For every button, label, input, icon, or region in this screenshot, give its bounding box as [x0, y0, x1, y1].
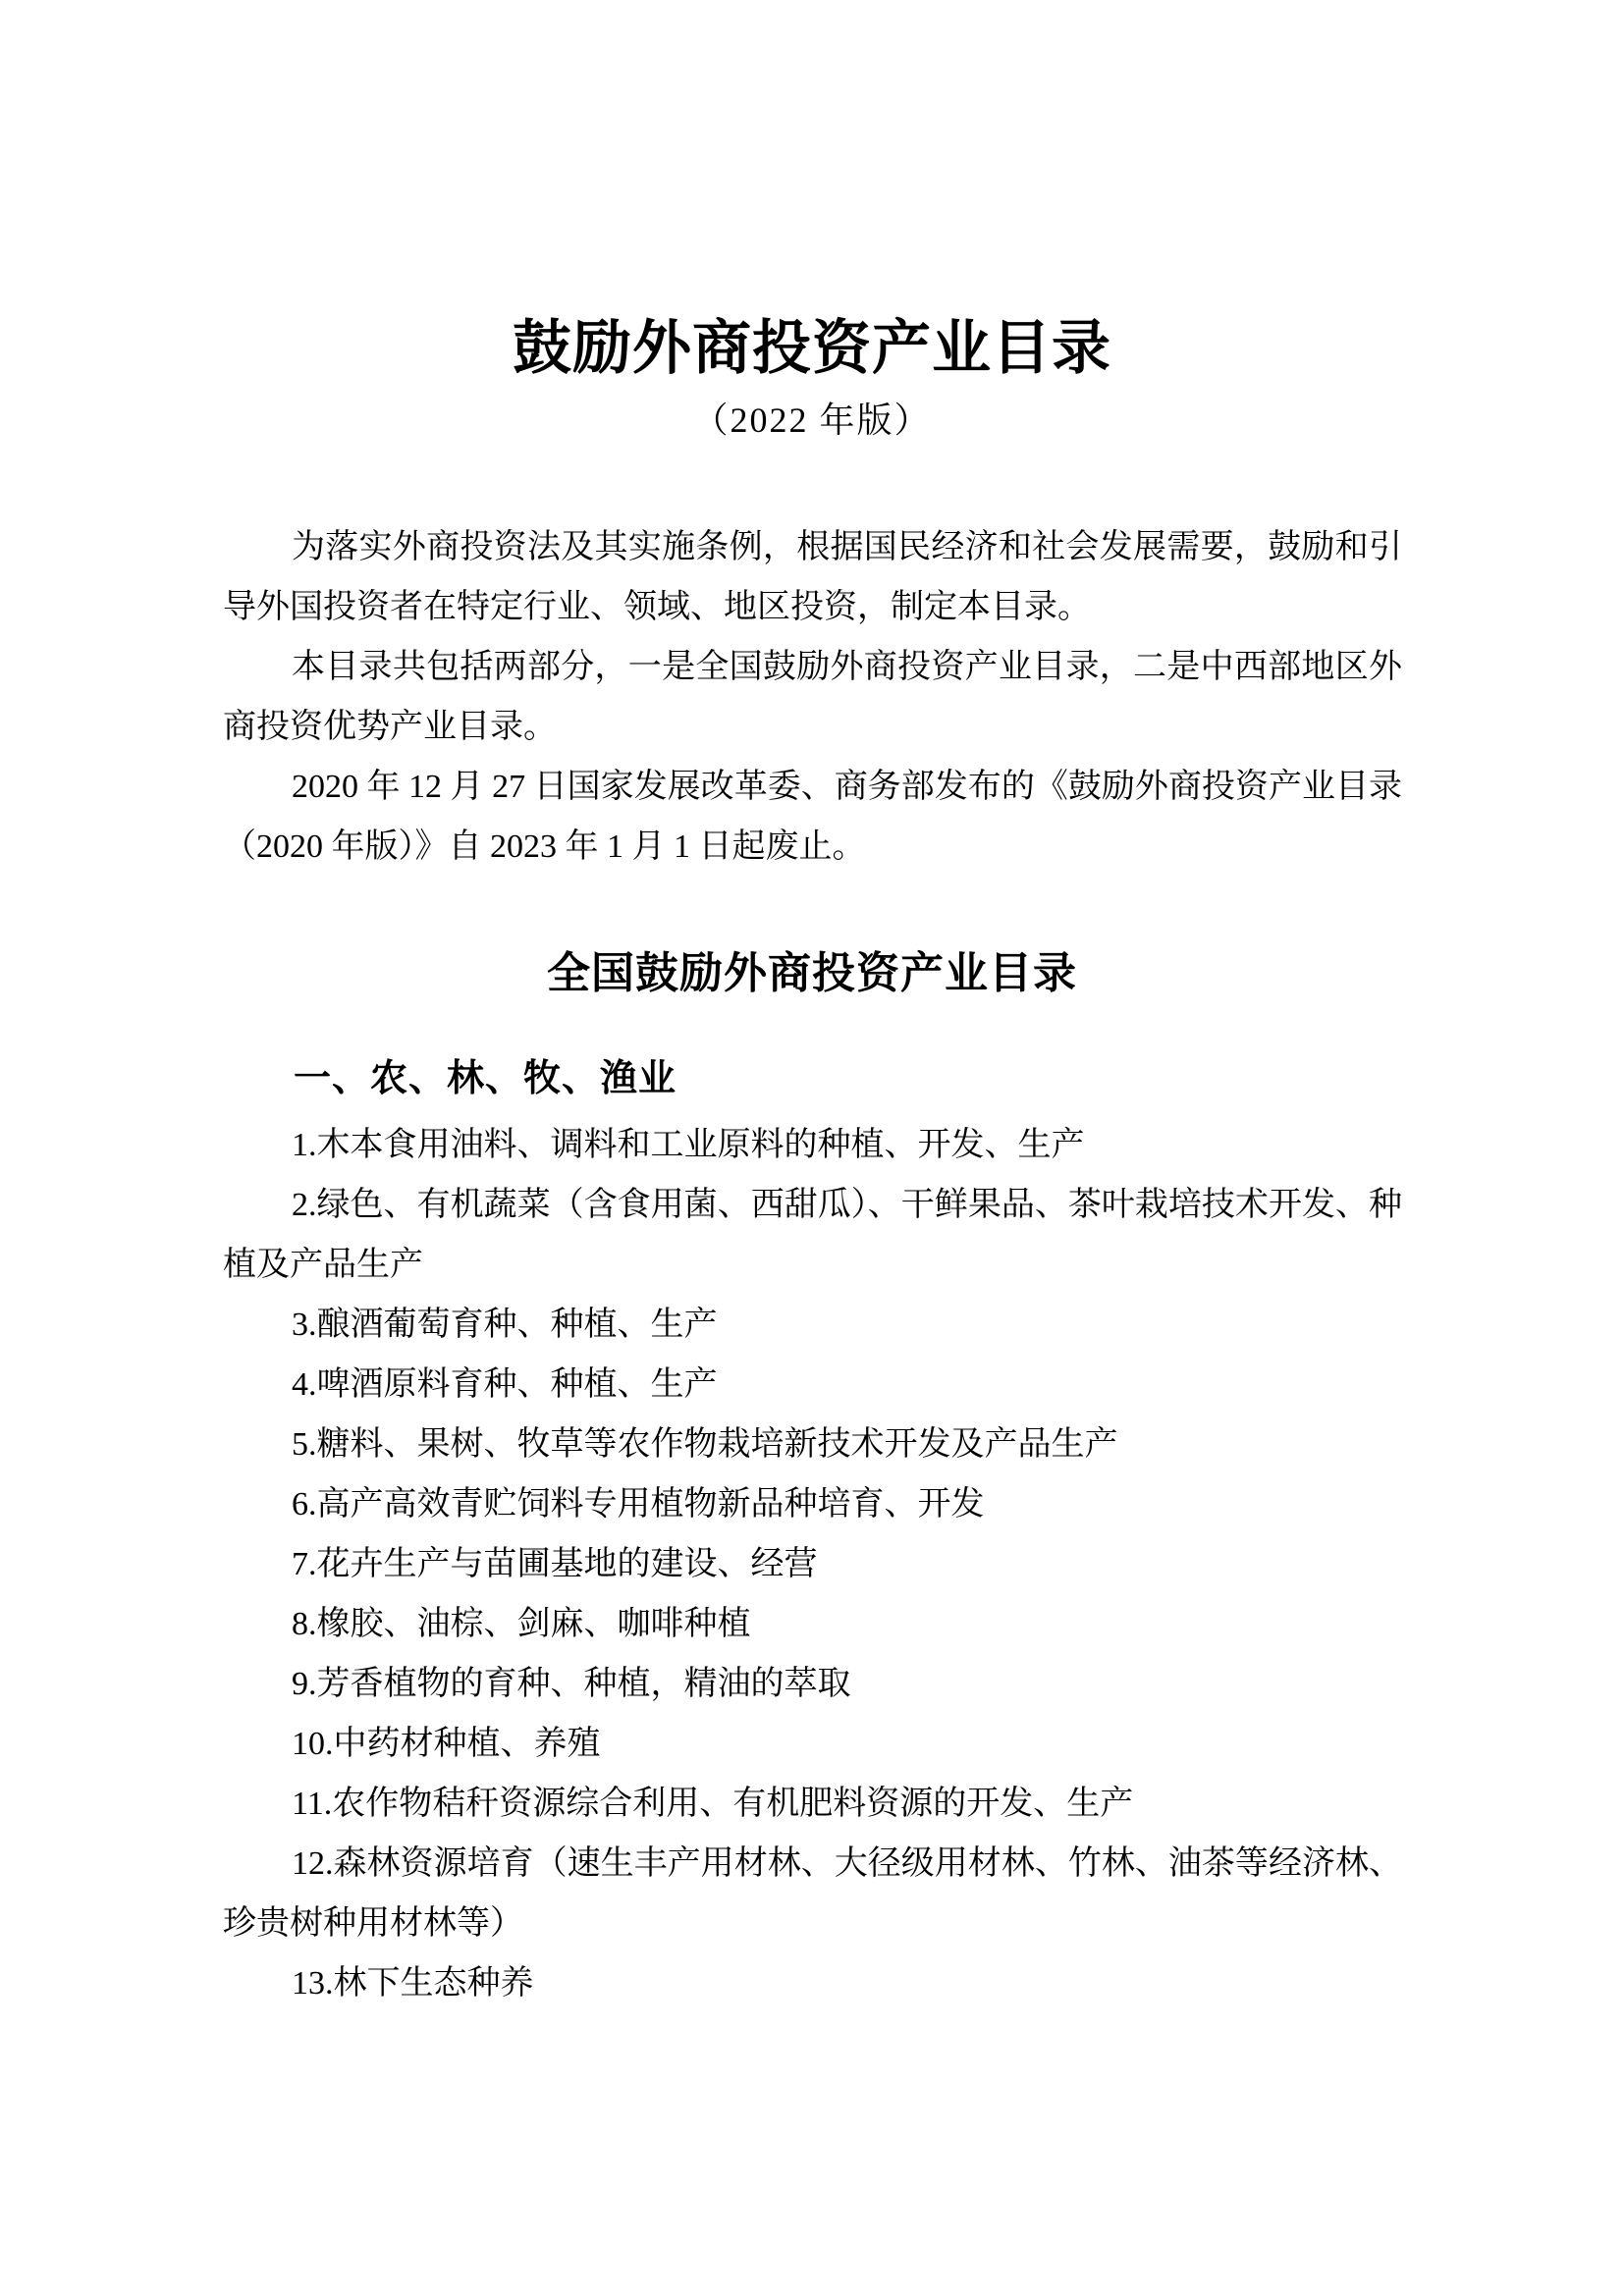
catalog-item: 4.啤酒原料育种、种植、生产 [292, 1366, 718, 1403]
intro-paragraphs [223, 517, 1402, 877]
catalog-item: 2.绿色、有机蔬菜（含食用菌、西甜瓜）、干鲜果品、茶叶栽培技术开发、种植及产品生产 [223, 1187, 1402, 1283]
catalog-item-list [223, 1115, 1402, 2013]
catalog-item: 8.橡胶、油棕、剑麻、咖啡种植 [292, 1606, 751, 1642]
catalog-item: 13.林下生态种养 [292, 1965, 534, 2002]
catalog-item: 9.芳香植物的育种、种植，精油的萃取 [292, 1666, 851, 1702]
catalog-item: 7.花卉生产与苗圃基地的建设、经营 [292, 1546, 818, 1582]
intro-paragraph: 2020 年 12 月 27 日国家发展改革委、商务部发布的《鼓励外商投资产业目录（2020 年版）》自 2023 年 1 月 1 日起废止。 [223, 769, 1402, 865]
document-subtitle: （2022 年版） [692, 400, 932, 440]
catalog-item: 11.农作物秸秆资源综合利用、有机肥料资源的开发、生产 [292, 1786, 1134, 1822]
catalog-item: 6.高产高效青贮饲料专用植物新品种培育、开发 [292, 1486, 985, 1522]
category-heading: 一、农、林、牧、渔业 [294, 1058, 677, 1099]
intro-paragraph: 为落实外商投资法及其实施条例，根据国民经济和社会发展需要，鼓励和引导外国投资者在特定行业、领域、地区投资，制定本目录。 [223, 529, 1402, 625]
catalog-item: 12.森林资源培育（速生丰产用材林、大径级用材林、竹林、油茶等经济林、珍贵树种用材林等） [223, 1845, 1402, 1942]
document-title: 鼓励外商投资产业目录 [513, 316, 1111, 381]
catalog-item: 10.中药材种植、养殖 [292, 1726, 601, 1762]
catalog-item: 1.木本食用油料、调料和工业原料的种植、开发、生产 [292, 1127, 1085, 1163]
catalog-item: 3.酿酒葡萄育种、种植、生产 [292, 1307, 718, 1343]
catalog-item: 5.糖料、果树、牧草等农作物栽培新技术开发及产品生产 [292, 1426, 1118, 1463]
intro-paragraph: 本目录共包括两部分，一是全国鼓励外商投资产业目录，二是中西部地区外商投资优势产业目录。 [223, 649, 1402, 745]
section-title: 全国鼓励外商投资产业目录 [547, 949, 1077, 997]
